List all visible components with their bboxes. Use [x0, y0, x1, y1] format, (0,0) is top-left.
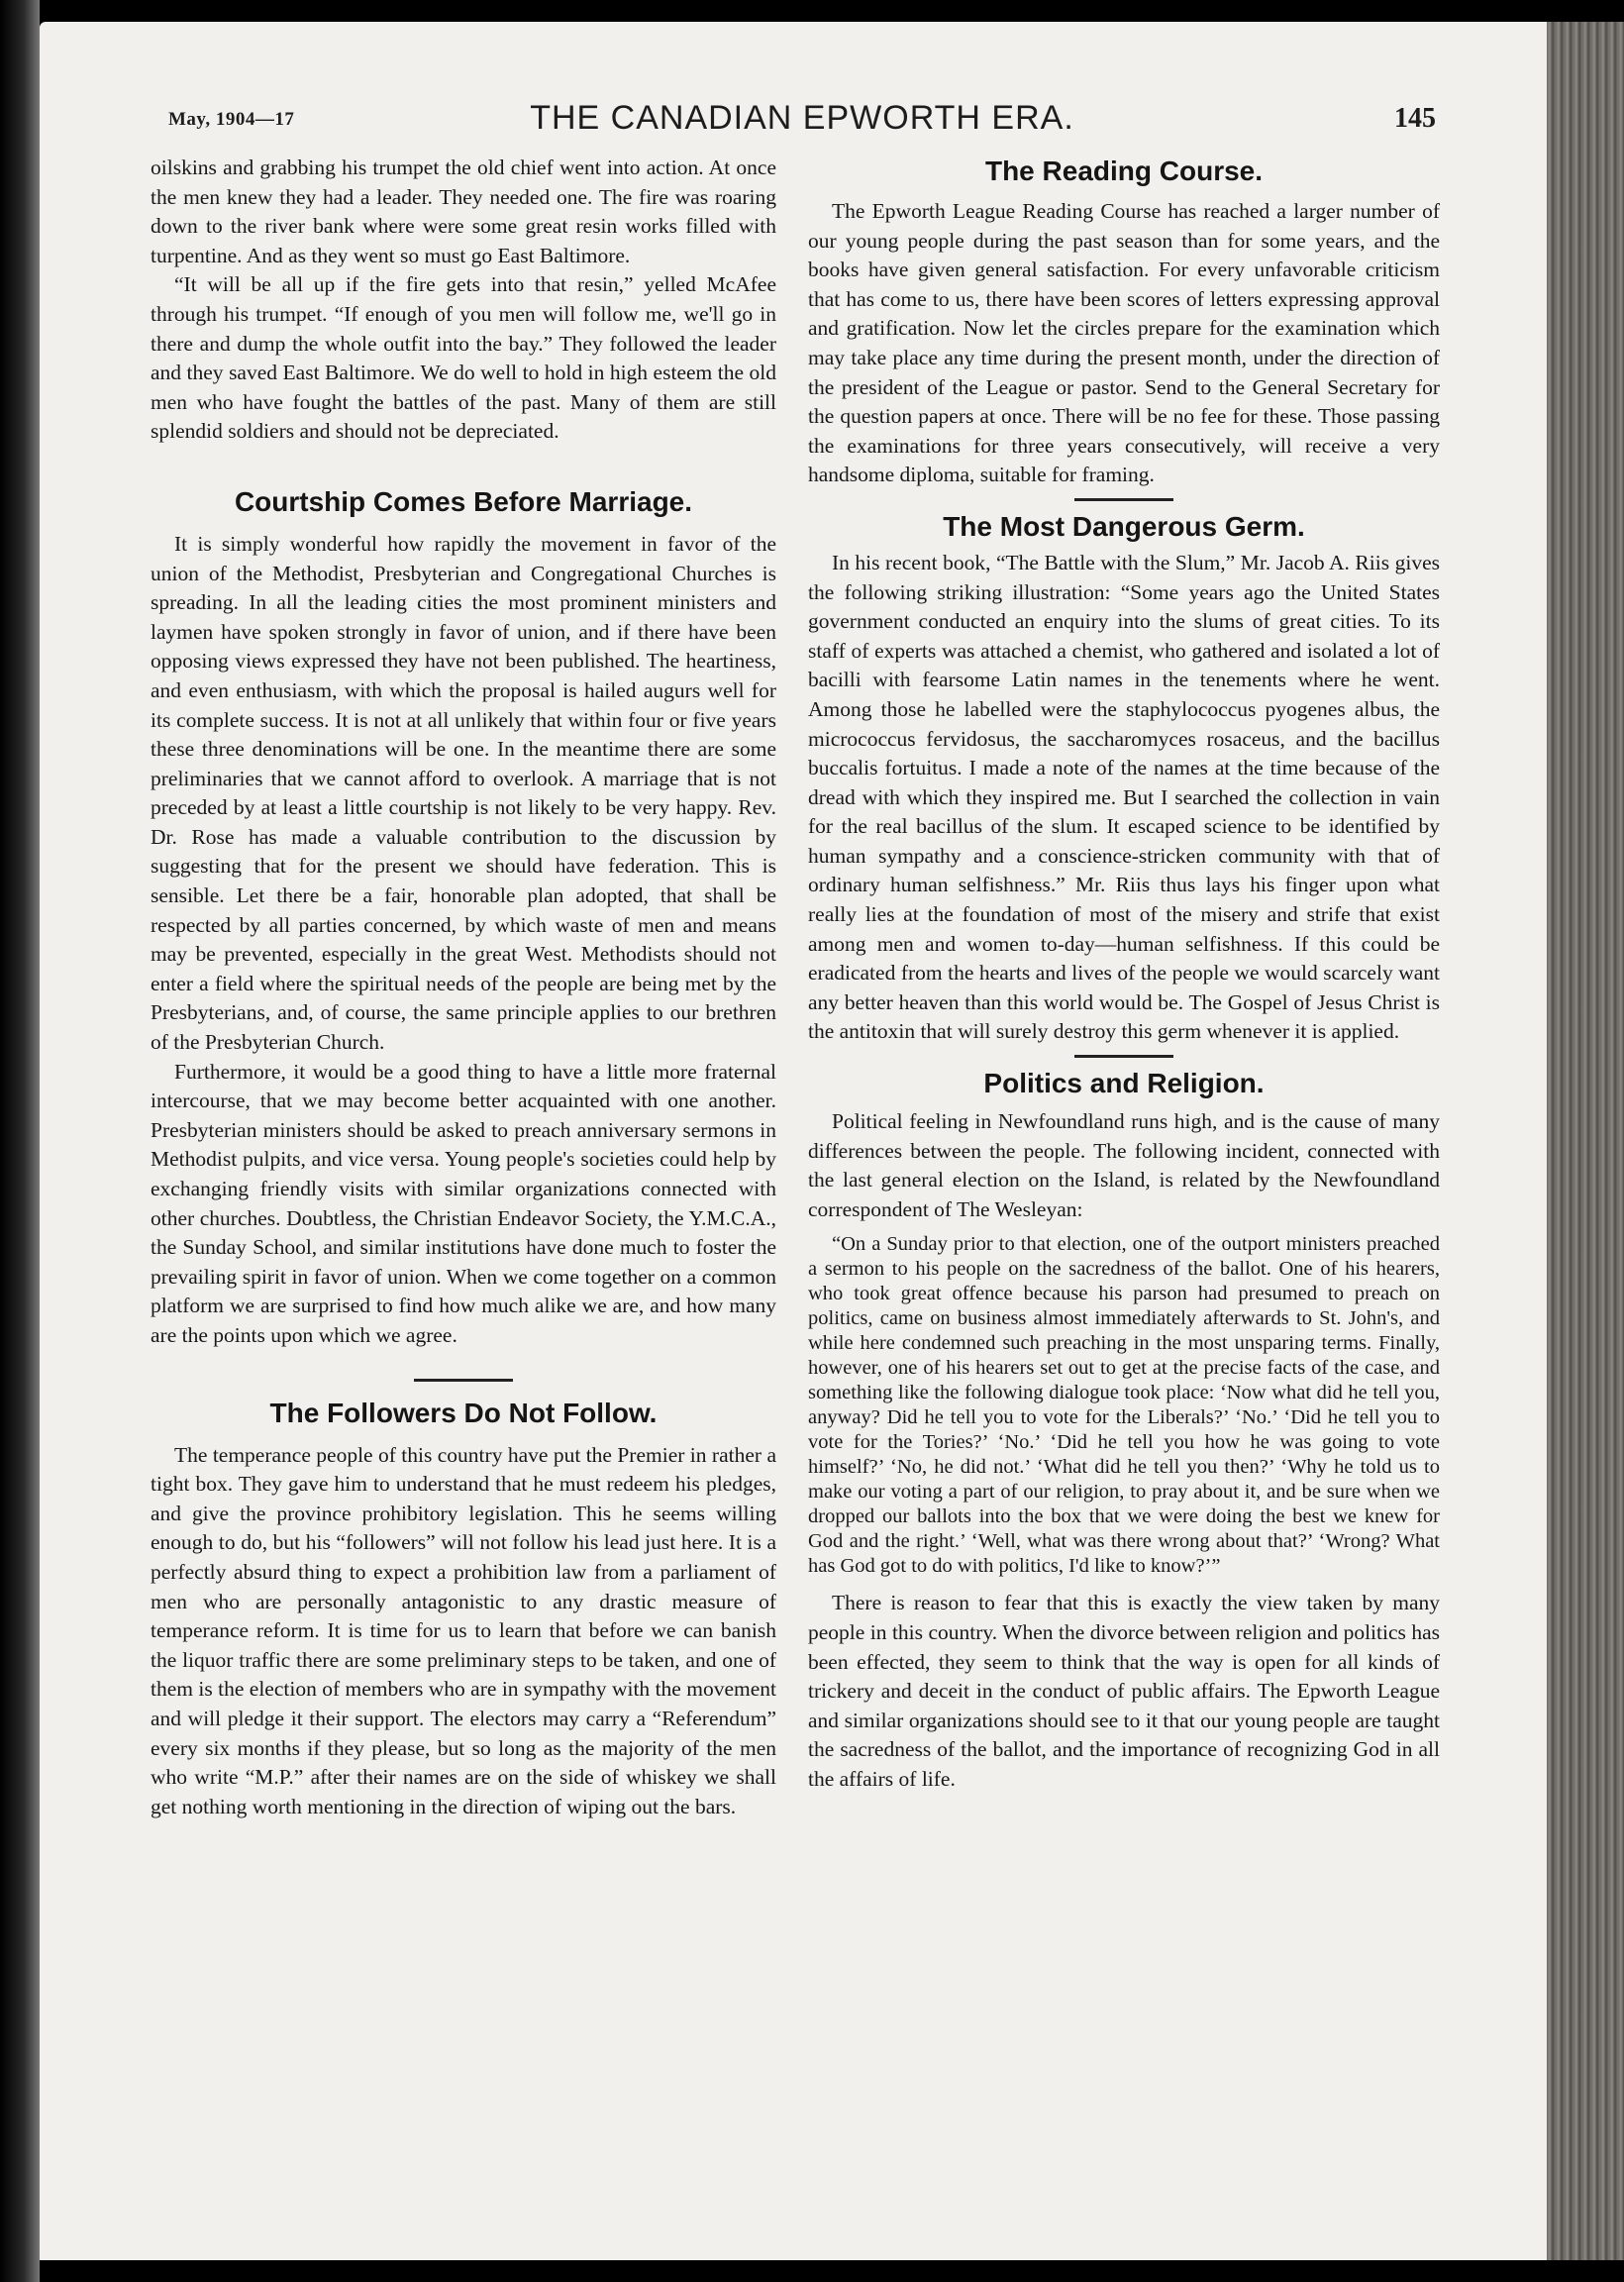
- article-heading-reading-course: The Reading Course.: [984, 156, 1264, 186]
- article-heading-politics: Politics and Religion.: [983, 1068, 1265, 1099]
- article-continuation-paragraph: “It will be all up if the fire gets into that resin,” yelled McAfee through his trumpet. “If enough of you men will follow me, we'll go in there and dump the whole outfit into the bay.” They followed the leader and they saved East Baltimore. We do well to hold in high esteem the old men who have fought the battles of the past. Many of them are still splendid soldiers and should not be depreciated.: [151, 272, 776, 444]
- binding-gutter: [0, 0, 40, 2282]
- book-page-edges: [1547, 22, 1624, 2260]
- article-paragraph: In his recent book, “The Battle with the Slum,” Mr. Jacob A. Riis gives the following striking illustration: “Some years ago the United States government conducted an enquiry into the slums of great cities. To its staff of experts was attached a chemist, who gathered and isolated a lot of bacilli with fearsome Latin names in the tenements where he went. Among those he labelled were the staphylococcus pyogenes albus, the micrococcus fervidosus, the saccharomyces rosaceus, and the bacillus buccalis fortuitus. I made a note of the names at the time because of the dread with which they inspired me. But I searched the collection in vain for the real bacillus of the slum. It escaped science to be identified by human sympathy and a conscience-stricken community with that of ordinary human selfishness.” Mr. Riis thus lays his finger upon what really lies at the foundation of most of the misery and strife that exist among men and women to-day—human selfishness. If this could be eradicated from the hearts and lives of the people we would scarcely want any better heaven than this world would be. The Gospel of Jesus Christ is the antitoxin that will surely destroy this germ whenever it is applied.: [808, 550, 1440, 1044]
- running-header: [168, 99, 1436, 143]
- article-heading-germ: The Most Dangerous Germ.: [943, 510, 1305, 542]
- article-paragraph: There is reason to fear that this is exactly the view taken by many people in this country. When the divorce between religion and politics has been effected, they seem to think that the way is open for all kinds of trickery and deceit in the conduct of public affairs. The Epworth League and similar organizations should see to it that our young people are taught the sacredness of the ballot, and the importance of recognizing God in all the affairs of life.: [808, 1591, 1440, 1791]
- left-column: [151, 154, 776, 1821]
- right-column: [808, 154, 1440, 1795]
- article-paragraph: The temperance people of this country have put the Premier in rather a tight box. They gave him to understand that he must redeem his pledges, and give the province prohibitory legislation. This he seems willing enough to do, but his “followers” will not follow his lead just here. It is a perfectly absurd thing to expect a prohibition law from a parliament of men who are personally antagonistic to any drastic measure of temperance reform. It is time for us to learn that before we can banish the liquor traffic there are some preliminary steps to be taken, and one of them is the election of members who are in sympathy with the movement and will pledge it their support. The electors may carry a “Referendum” every six months if they please, but so long as the majority of the men who write “M.P.” after their names are on the side of whiskey we shall get nothing worth mentioning in the direction of wiping out the bars.: [151, 1442, 776, 1818]
- issue-date: May, 1904—17: [168, 109, 295, 130]
- publication-title: THE CANADIAN EPWORTH ERA.: [530, 99, 1074, 137]
- article-heading-followers: The Followers Do Not Follow.: [269, 1397, 658, 1428]
- article-paragraph: Political feeling in Newfoundland runs high, and is the cause of many differences between the people. The following incident, connected with the last general election on the Island, is related by the Newfoundland correspondent of The Wesleyan:: [808, 1109, 1440, 1221]
- page-number: 145: [1394, 103, 1436, 134]
- article-paragraph: The Epworth League Reading Course has reached a larger number of our young people during the past season than for some years, and the books have given general satisfaction. For every unfavorable criticism that has come to us, there have been scores of letters expressing approval and gratification. Now let the circles prepare for the examination which may take place any time during the present month, under the direction of the president of the League or pastor. Send to the General Secretary for the question papers at once. There will be no fee for these. Those passing the examinations for three years consecutively, will receive a very handsome diploma, suitable for framing.: [808, 199, 1440, 487]
- quoted-passage: “On a Sunday prior to that election, one of the outport ministers preached a sermon to his people on the sacredness of the ballot. One of his hearers, who took great offence because his parson had presumed to preach on politics, came on business almost immediately afterwards to St. John's, and while here condemned such preaching in the most unsparing terms. Finally, however, one of his hearers set out to get at the precise facts of the case, and something like the following dialogue took place: ‘Now what did he tell you, anyway? Did he tell you to vote for the Liberals?’ ‘No.’ ‘Did he tell you to vote for the Tories?’ ‘No.’ ‘Did he tell you how he was going to vote himself?’ ‘No, he did not.’ ‘What did he tell you then?’ ‘Why he told us to make our voting a part of our religion, to pray about it, and be sure when we dropped our ballots into the box that we were doing the best we knew for God and the right.’ ‘Well, what was there wrong about that?’ ‘Wrong? What has God got to do with politics, I'd like to know?’”: [808, 1233, 1440, 1578]
- article-paragraph: Furthermore, it would be a good thing to have a little more fraternal intercourse, that we may become better acquainted with one another. Presbyterian ministers should be asked to preach anniversary sermons in Methodist pulpits, and vice versa. Young people's societies could help by exchanging friendly visits with similar organizations connected with other churches. Doubtless, the Christian Endeavor Society, the Y.M.C.A., the Sunday School, and similar institutions have done much to foster the prevailing spirit in favor of union. When we come together on a common platform we are surprised to find how much alike we are, and how many are the points upon which we agree.: [151, 1059, 776, 1347]
- article-continuation-paragraph: oilskins and grabbing his trumpet the old chief went into action. At once the men knew they had a leader. They needed one. The fire was roaring down to the river bank where were some great resin works filled with turpentine. And as they went so must go East Baltimore.: [151, 156, 776, 267]
- article-heading-courtship: Courtship Comes Before Marriage.: [234, 485, 693, 517]
- article-paragraph: It is simply wonderful how rapidly the movement in favor of the union of the Methodist, Presbyterian and Congregational Churches is spreading. In all the leading cities the most prominent ministers and laymen have spoken strongly in favor of union, and if there have been opposing views expressed they have not been published. The heartiness, and even enthusiasm, with which the proposal is hailed augurs well for its complete success. It is not at all unlikely that within four or five years these three denominations will be one. In the meantime there are some preliminaries that we cannot afford to overlook. A marriage that is not preceded by at least a little courtship is not likely to be very happy. Rev. Dr. Rose has made a valuable contribution to the discussion by suggesting that for the present we should have federation. This is sensible. Let there be a fair, honorable plan adopted, that shall be respected by all parties concerned, by which waste of men and means may be prevented, especially in the great West. Methodists should not enter a field where the spiritual needs of the people are being met by the Presbyterians, and, of course, the same principle applies to our brethren of the Presbyterian Church.: [151, 531, 776, 1055]
